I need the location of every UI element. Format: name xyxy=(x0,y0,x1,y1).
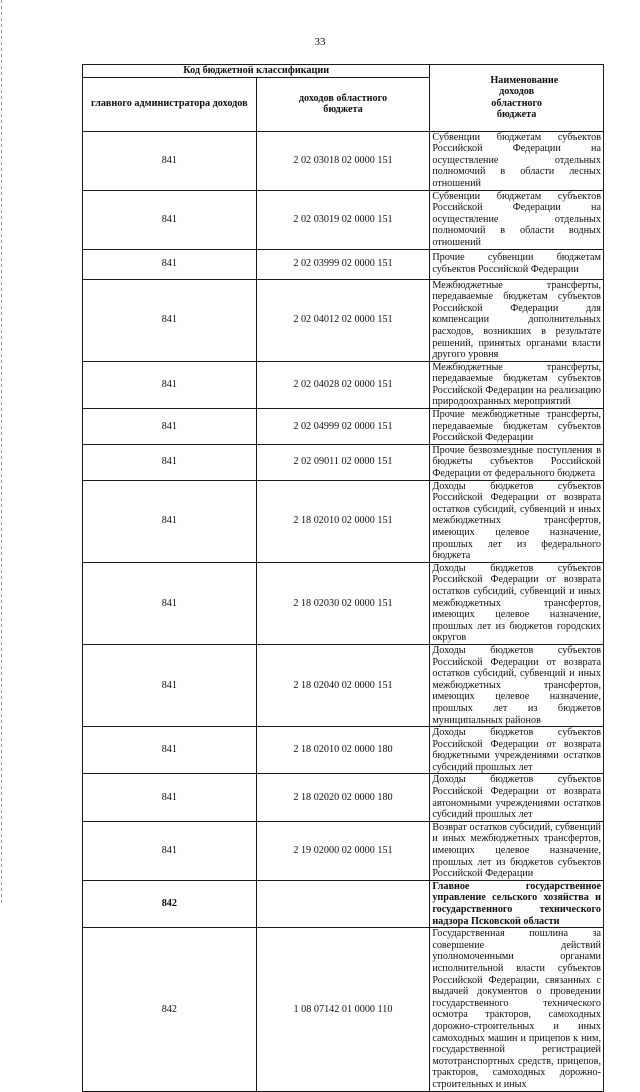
income-name-cell: Межбюджетные трансферты, передаваемые бюджетам субъектов Российской Федерации для компенсации дополнительных расходов, возникших в результате решений, принятых органами власти другого уровня xyxy=(430,279,604,361)
admin-code-cell: 841 xyxy=(83,444,257,480)
income-code-cell: 2 18 02010 02 0000 180 xyxy=(256,727,430,774)
admin-code-cell: 841 xyxy=(83,480,257,562)
income-name-cell: Доходы бюджетов субъектов Российской Федерации от возврата бюджетными учреждениями остатков субсидий прошлых лет xyxy=(430,727,604,774)
header-group: Код бюджетной классификации xyxy=(83,65,430,78)
admin-code-cell: 842 xyxy=(83,928,257,1091)
table-row xyxy=(83,409,604,445)
income-name-cell: Государственная пошлина за совершение действий уполномоченными органами исполнительной власти субъектов Российской Федерации, связанных с выдачей документов о проведении государственного технического осмотра тракторов, самоходных дорожно-строительных и иных самоходных машин и прицепов к ним, государственной регистрацией мототранспортных средств, прицепов, тракторов, самоходных дорожно-строительных и иных xyxy=(430,928,604,1091)
income-name-cell: Доходы бюджетов субъектов Российской Федерации от возврата остатков субсидий, субвенций и иных межбюджетных трансфертов, имеющих целевое назначение, прошлых лет из бюджетов муниципальных районов xyxy=(430,644,604,726)
table-row xyxy=(83,444,604,480)
income-code-cell: 2 02 03999 02 0000 151 xyxy=(256,249,430,279)
income-code-cell: 2 19 02000 02 0000 151 xyxy=(256,821,430,880)
admin-code-cell: 841 xyxy=(83,727,257,774)
table-row xyxy=(83,821,604,880)
header-admin: главного администратора доходов xyxy=(83,77,257,131)
table-row xyxy=(83,361,604,408)
table-row xyxy=(83,480,604,562)
income-name-cell: Возврат остатков субсидий, субвенций и иных межбюджетных трансфертов, имеющих целевое назначение, прошлых лет из бюджетов субъектов Российской Федерации xyxy=(430,821,604,880)
admin-code-cell: 841 xyxy=(83,249,257,279)
income-code-cell: 1 08 07142 01 0000 110 xyxy=(256,928,430,1091)
header-name: Наименование доходов областного бюджета xyxy=(430,65,604,132)
header-code: доходов областного бюджета xyxy=(256,77,430,131)
admin-code-cell: 842 xyxy=(83,880,257,927)
admin-code-cell: 841 xyxy=(83,361,257,408)
scan-edge xyxy=(1,0,2,905)
income-name-cell: Прочие субвенции бюджетам субъектов Российской Федерации xyxy=(430,249,604,279)
income-code-cell: 2 18 02040 02 0000 151 xyxy=(256,644,430,726)
income-code-cell: 2 18 02010 02 0000 151 xyxy=(256,480,430,562)
table-row xyxy=(83,279,604,361)
income-name-cell: Межбюджетные трансферты, передаваемые бюджетам субъектов Российской Федерации на реализацию природоохранных мероприятий xyxy=(430,361,604,408)
table-row xyxy=(83,249,604,279)
budget-classification-table xyxy=(82,64,604,1092)
page-number: 33 xyxy=(314,36,326,48)
income-name-cell: Прочие безвозмездные поступления в бюджеты субъектов Российской Федерации от федерального бюджета xyxy=(430,444,604,480)
income-name-cell: Прочие межбюджетные трансферты, передаваемые бюджетам субъектов Российской Федерации xyxy=(430,409,604,445)
admin-code-cell: 841 xyxy=(83,279,257,361)
table-row xyxy=(83,562,604,644)
table-row xyxy=(83,190,604,249)
income-code-cell: 2 02 04999 02 0000 151 xyxy=(256,409,430,445)
admin-code-cell: 841 xyxy=(83,131,257,190)
table-row xyxy=(83,880,604,927)
table-body xyxy=(83,131,604,1091)
admin-code-cell: 841 xyxy=(83,562,257,644)
income-code-cell: 2 18 02020 02 0000 180 xyxy=(256,774,430,821)
income-name-cell: Субвенции бюджетам субъектов Российской Федерации на осуществление отдельных полномочий в области водных отношений xyxy=(430,190,604,249)
income-name-cell: Доходы бюджетов субъектов Российской Федерации от возврата автономными учреждениями остатков субсидий прошлых лет xyxy=(430,774,604,821)
table-row xyxy=(83,774,604,821)
income-code-cell: 2 02 03019 02 0000 151 xyxy=(256,190,430,249)
table-row xyxy=(83,727,604,774)
income-name-cell: Главное государственное управление сельского хозяйства и государственного технического надзора Псковской области xyxy=(430,880,604,927)
table-row xyxy=(83,644,604,726)
income-name-cell: Доходы бюджетов субъектов Российской Федерации от возврата остатков субсидий, субвенций и иных межбюджетных трансфертов, имеющих целевое назначение, прошлых лет из федерального бюджета xyxy=(430,480,604,562)
admin-code-cell: 841 xyxy=(83,821,257,880)
table-row xyxy=(83,131,604,190)
admin-code-cell: 841 xyxy=(83,774,257,821)
admin-code-cell: 841 xyxy=(83,409,257,445)
income-code-cell: 2 02 04028 02 0000 151 xyxy=(256,361,430,408)
admin-code-cell: 841 xyxy=(83,644,257,726)
income-name-cell: Доходы бюджетов субъектов Российской Федерации от возврата остатков субсидий, субвенций и иных межбюджетных трансфертов, имеющих целевое назначение, прошлых лет из бюджетов городских округов xyxy=(430,562,604,644)
admin-code-cell: 841 xyxy=(83,190,257,249)
income-code-cell xyxy=(256,880,430,927)
income-code-cell: 2 02 09011 02 0000 151 xyxy=(256,444,430,480)
income-name-cell: Субвенции бюджетам субъектов Российской Федерации на осуществление отдельных полномочий в области лесных отношений xyxy=(430,131,604,190)
income-code-cell: 2 02 04012 02 0000 151 xyxy=(256,279,430,361)
income-code-cell: 2 18 02030 02 0000 151 xyxy=(256,562,430,644)
table-row xyxy=(83,928,604,1091)
income-code-cell: 2 02 03018 02 0000 151 xyxy=(256,131,430,190)
